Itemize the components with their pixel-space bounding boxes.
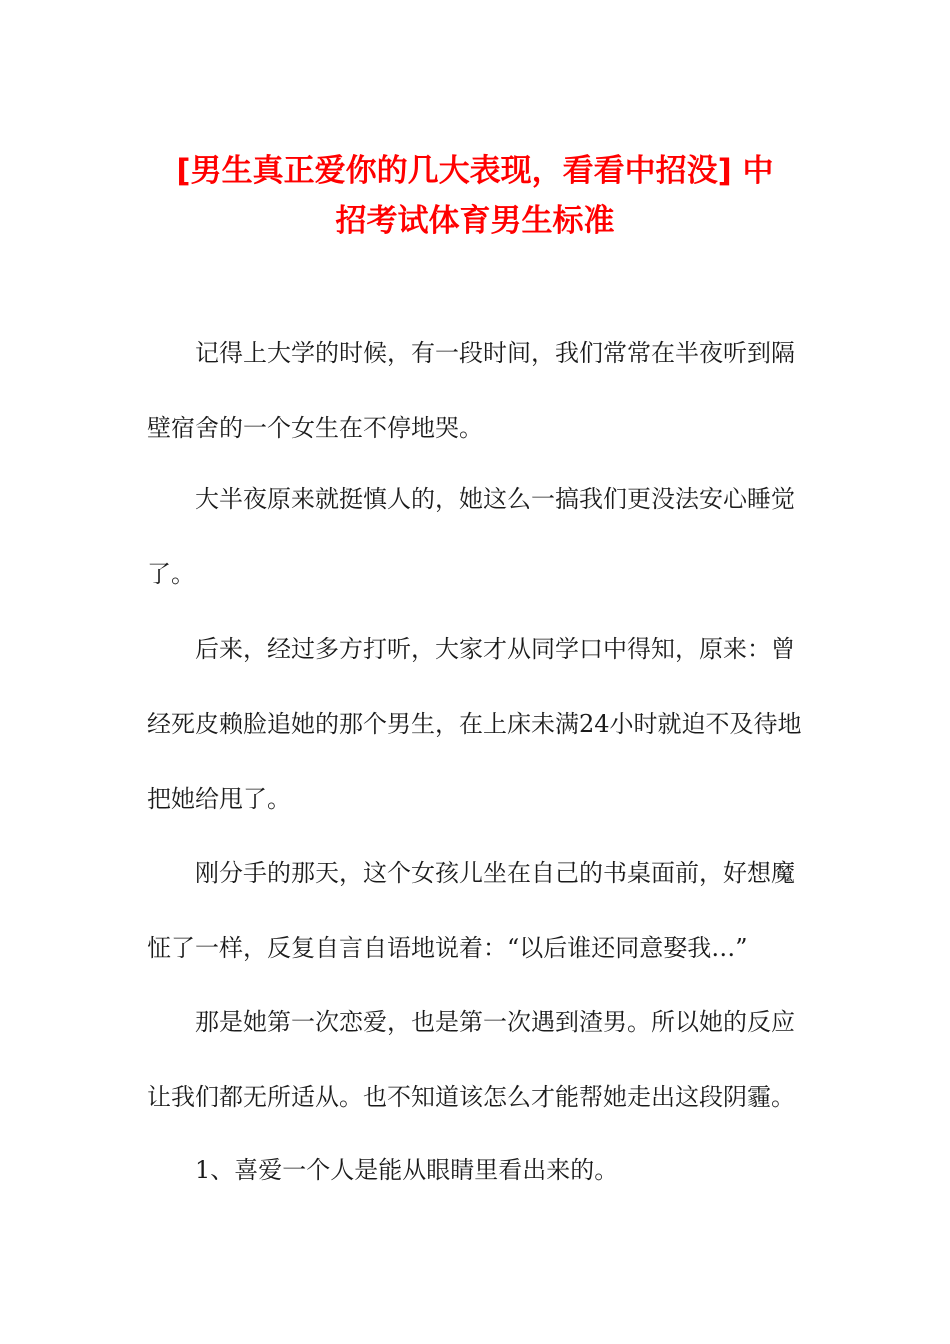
paragraph-2 — [147, 462, 802, 612]
paragraph-1 — [147, 316, 802, 466]
paragraph-line: 把她给甩了。 — [147, 785, 291, 813]
paragraph-line: 壁宿舍的一个女生在不停地哭。 — [147, 414, 483, 442]
paragraph-line: 了。 — [147, 560, 195, 588]
title-line-1: [男生真正爱你的几大表现，看看中招没] 中 — [176, 153, 774, 189]
document-title — [140, 146, 810, 246]
paragraph-line: 那是她第一次恋爱，也是第一次遇到渣男。所以她的反应 — [195, 1008, 795, 1036]
paragraph-3 — [147, 612, 802, 837]
paragraph-line: 刚分手的那天，这个女孩儿坐在自己的书桌面前，好想魔 — [195, 859, 795, 887]
paragraph-line: 1、喜爱一个人是能从眼睛里看出来的。 — [195, 1156, 619, 1184]
paragraph-line: 经死皮赖脸追她的那个男生，在上床未满24小时就迫不及待地 — [147, 710, 802, 738]
paragraph-line: 大半夜原来就挺慎人的，她这么一搞我们更没法安心睡觉 — [195, 485, 795, 513]
paragraph-line: 后来，经过多方打听，大家才从同学口中得知，原来：曾 — [195, 635, 795, 663]
paragraph-line: 怔了一样，反复自言自语地说着：“以后谁还同意娶我…” — [147, 934, 748, 962]
title-line-2: 招考试体育男生标准 — [335, 203, 615, 239]
paragraph-line: 让我们都无所适从。也不知道该怎么才能帮她走出这段阴霾。 — [147, 1083, 795, 1111]
paragraph-6 — [147, 1133, 802, 1208]
paragraph-line: 记得上大学的时候，有一段时间，我们常常在半夜听到隔 — [195, 339, 795, 367]
paragraph-4 — [147, 836, 802, 986]
paragraph-5 — [147, 985, 802, 1135]
